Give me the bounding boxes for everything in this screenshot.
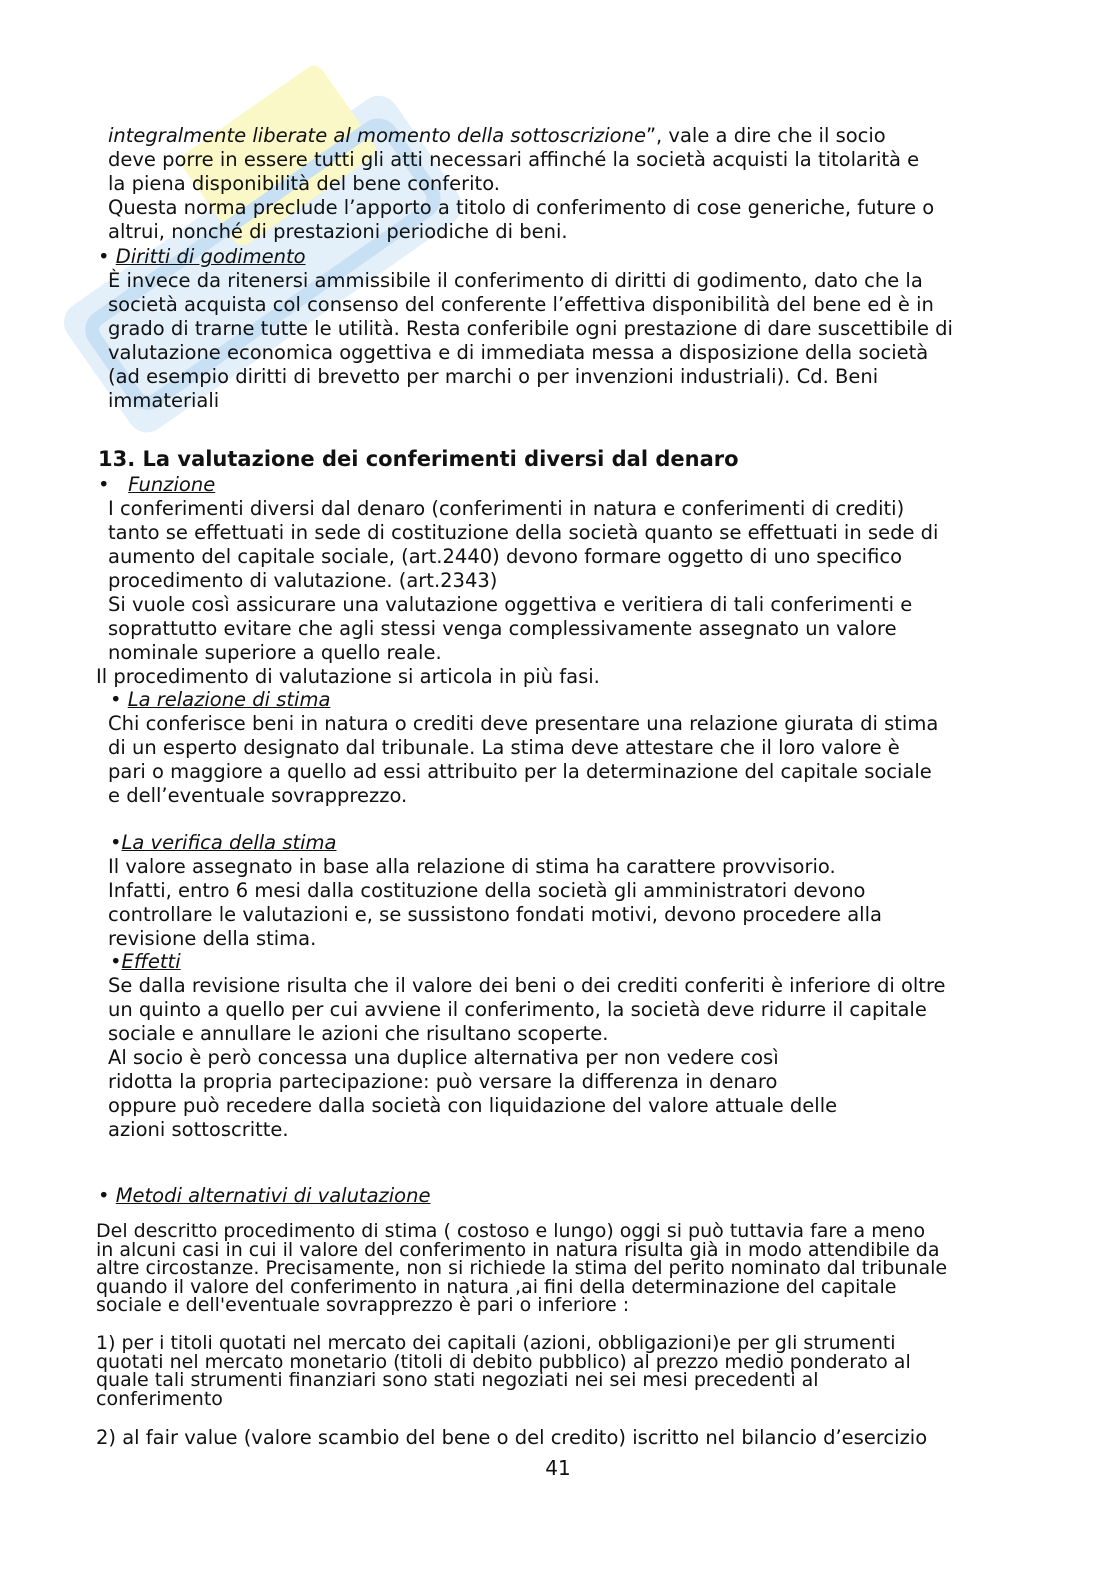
- metodi-paragraph: [0, 1222, 1116, 1315]
- metodi-item-2: 2) al fair value (valore scambio del bene o del credito) iscritto nel bilancio d’esercizio: [96, 1426, 928, 1449]
- text-line: altrui, nonché di prestazioni periodiche di beni.: [108, 220, 568, 243]
- bullet: •: [110, 950, 122, 973]
- effetti-title: Effetti: [121, 950, 181, 973]
- funzione-title: Funzione: [128, 473, 216, 496]
- text-line: la piena disponibilità del bene conferito.: [108, 172, 500, 195]
- intro-text: ”, vale a dire che il socio: [645, 124, 886, 147]
- metodi-item-1: [0, 1334, 1116, 1408]
- text-line: oppure può recedere dalla società con liquidazione del valore attuale delle: [108, 1094, 838, 1117]
- text-line: quale tali strumenti finanziari sono stati negoziati nei sei mesi precedenti al: [96, 1369, 819, 1391]
- section-heading: 13. La valutazione dei conferimenti diversi dal denaro: [98, 447, 739, 471]
- text-line: società acquista col consenso del conferente l’effettiva disponibilità del bene ed è in: [108, 293, 934, 316]
- text-line: Il valore assegnato in base alla relazione di stima ha carattere provvisorio.: [108, 855, 836, 878]
- text-line: controllare le valutazioni e, se sussistono fondati motivi, devono procedere alla: [108, 903, 882, 926]
- text-line: deve porre in essere tutti gli atti necessari affinché la società acquisti la titolarità e: [108, 148, 920, 171]
- text-line: conferimento: [96, 1387, 223, 1410]
- verifica-title: La verifica della stima: [121, 831, 337, 854]
- godimento-section: [0, 245, 1116, 413]
- text-line: aumento del capitale sociale, (art.2440) devono formare oggetto di uno specifico: [108, 545, 903, 568]
- text-line: altre circostanze. Precisamente, non si richiede la stima del perito nominato dal tribunale: [96, 1257, 948, 1279]
- text-line: sociale e annullare le azioni che risultano scoperte.: [108, 1022, 609, 1045]
- bullet: •: [98, 473, 110, 496]
- text-line: azioni sottoscritte.: [108, 1118, 289, 1141]
- bullet: •: [98, 1184, 110, 1207]
- text-line: Del descritto procedimento di stima ( costoso e lungo) oggi si può tuttavia fare a meno: [96, 1220, 926, 1242]
- text-line: (ad esempio diritti di brevetto per marchi o per invenzioni industriali). Cd. Beni: [108, 365, 879, 388]
- text-line: Al socio è però concessa una duplice alternativa per non vedere così: [108, 1046, 779, 1069]
- text-line: nominale superiore a quello reale.: [108, 641, 442, 664]
- text-line: Infatti, entro 6 mesi dalla costituzione della società gli amministratori devono: [108, 879, 866, 902]
- text-line: È invece da ritenersi ammissibile il conferimento di diritti di godimento, dato che la: [108, 269, 923, 292]
- text-line: Il procedimento di valutazione si articola in più fasi.: [96, 665, 600, 688]
- text-line: Questa norma preclude l’apporto a titolo di conferimento di cose generiche, future o: [108, 196, 935, 219]
- relazione-title: La relazione di stima: [127, 688, 331, 711]
- text-line: 1) per i titoli quotati nel mercato dei capitali (azioni, obbligazioni)e per gli strumenti: [96, 1332, 896, 1354]
- metodi-title: Metodi alternativi di valutazione: [115, 1184, 431, 1207]
- text-line: tanto se effettuati in sede di costituzione della società quanto se effettuati in sede di: [108, 521, 939, 544]
- text-line: revisione della stima.: [108, 927, 317, 950]
- relazione-section: [0, 688, 1116, 808]
- effetti-section: [0, 950, 1116, 1142]
- text-line: pari o maggiore a quello ad essi attribuito per la determinazione del capitale sociale: [108, 760, 932, 783]
- page-number: 41: [545, 1456, 571, 1480]
- bullet: •: [98, 245, 110, 268]
- godimento-title: Diritti di godimento: [115, 245, 306, 268]
- funzione-section: [0, 473, 1116, 689]
- text-line: grado di trarne tutte le utilità. Resta conferibile ogni prestazione di dare suscettibile di: [108, 317, 953, 340]
- text-line: procedimento di valutazione. (art.2343): [108, 569, 498, 592]
- text-line: valutazione economica oggettiva e di immediata messa a disposizione della società: [108, 341, 929, 364]
- intro-paragraph: [0, 124, 1116, 244]
- verifica-section: [0, 831, 1116, 951]
- text-line: sociale e dell'eventuale sovrapprezzo è pari o inferiore :: [96, 1294, 630, 1316]
- text-line: quando il valore del conferimento in natura ,ai fini della determinazione del capitale: [96, 1275, 897, 1298]
- text-line: un quinto a quello per cui avviene il conferimento, la società deve ridurre il capitale: [108, 998, 927, 1021]
- text-line: ridotta la propria partecipazione: può versare la differenza in denaro: [108, 1070, 778, 1093]
- text-line: Se dalla revisione risulta che il valore dei beni o dei crediti conferiti è inferiore di oltre: [108, 974, 946, 997]
- text-line: soprattutto evitare che agli stessi venga complessivamente assegnato un valore: [108, 617, 897, 640]
- bullet: •: [110, 688, 122, 711]
- text-line: Si vuole così assicurare una valutazione oggettiva e veritiera di tali conferimenti e: [108, 593, 913, 616]
- bullet: •: [110, 831, 122, 854]
- text-line: in alcuni casi in cui il valore del conferimento in natura risulta già in modo attendibile da: [96, 1238, 940, 1261]
- text-line: Chi conferisce beni in natura o crediti deve presentare una relazione giurata di stima: [108, 712, 939, 735]
- text-line: quotati nel mercato monetario (titoli di debito pubblico) al prezzo medio ponderato al: [96, 1350, 911, 1373]
- text-line: immateriali: [108, 389, 220, 412]
- text-line: I conferimenti diversi dal denaro (conferimenti in natura e conferimenti di crediti): [108, 497, 905, 520]
- intro-italic-text: integralmente liberate al momento della sottoscrizione: [108, 124, 646, 147]
- text-line: di un esperto designato dal tribunale. La stima deve attestare che il loro valore è: [108, 736, 900, 759]
- metodi-heading: [0, 1184, 1116, 1208]
- text-line: e dell’eventuale sovrapprezzo.: [108, 784, 408, 807]
